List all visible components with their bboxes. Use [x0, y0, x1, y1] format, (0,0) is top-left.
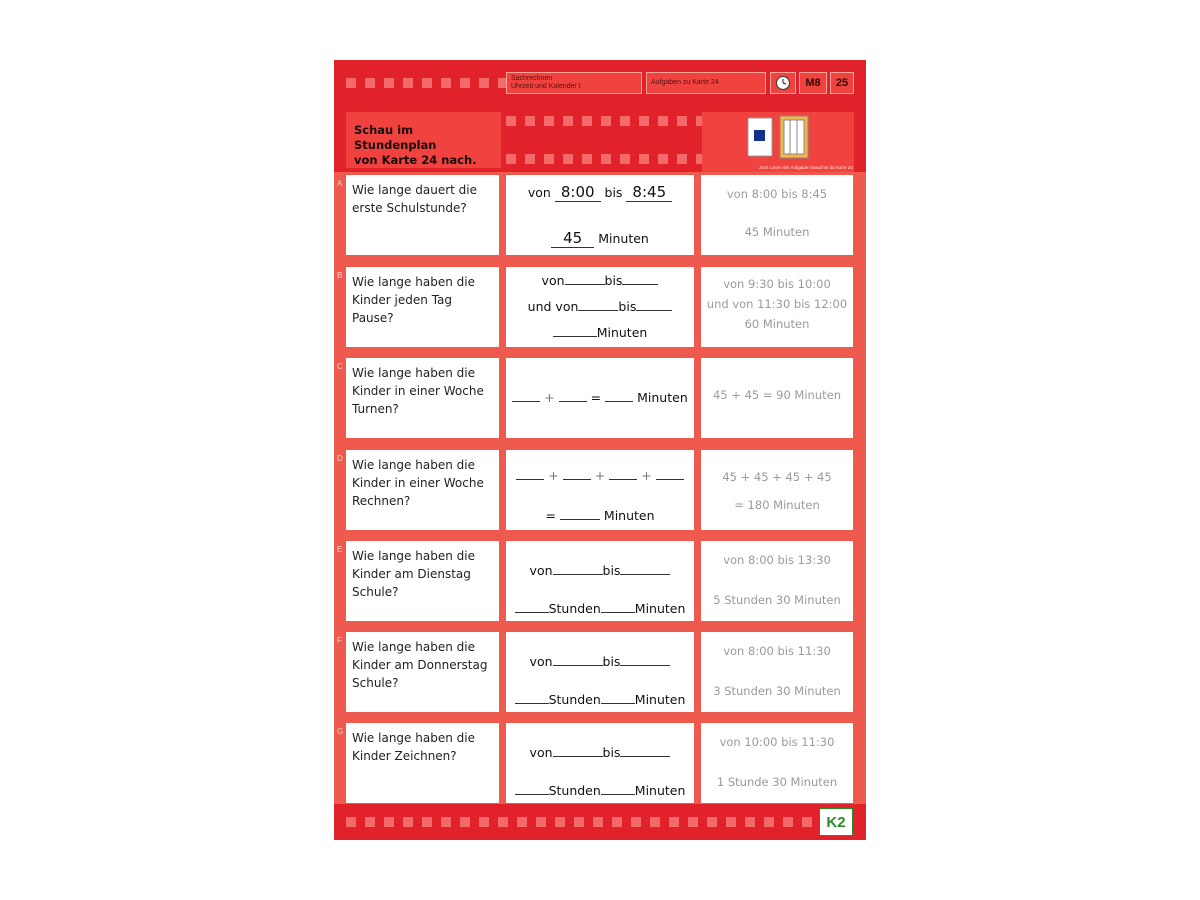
von-word: von — [529, 745, 553, 760]
solution-line: von 8:00 bis 11:30 — [723, 644, 831, 658]
solution-cell — [701, 723, 853, 803]
task-row — [334, 723, 866, 803]
row-label: G — [337, 727, 344, 736]
solution-line: von 8:00 bis 13:30 — [723, 553, 831, 567]
task-row — [334, 450, 866, 530]
question-text: Wie lange dauert die erste Schulstunde? — [346, 175, 499, 255]
stunden-word: Stunden — [548, 601, 601, 616]
solution-line: von 10:00 bis 11:30 — [719, 735, 835, 749]
question-text: Wie lange haben die Kinder am Donnerstag Schule? — [346, 632, 499, 712]
plus-sign: + — [548, 468, 559, 483]
solution-line: 45 + 45 + 45 + 45 — [722, 470, 832, 484]
minuten-word: Minuten — [634, 783, 686, 798]
row-label: B — [337, 271, 343, 280]
stunden-word: Stunden — [548, 692, 601, 707]
card-number-badge — [830, 72, 854, 94]
solution-cell — [701, 267, 853, 347]
answer-cell[interactable] — [506, 267, 694, 347]
bis-word: bis — [618, 299, 637, 314]
example-from-time: 8:00 — [555, 183, 601, 202]
minuten-word: Minuten — [634, 601, 686, 616]
answer-cell[interactable] — [506, 541, 694, 621]
decorative-dots — [506, 154, 706, 164]
bis-word: bis — [602, 563, 621, 578]
bis-word: bis — [604, 185, 623, 200]
stunden-word: Stunden — [548, 783, 601, 798]
row-label: F — [337, 636, 342, 645]
minuten-word: Minuten — [637, 390, 688, 405]
decorative-dots — [346, 817, 850, 827]
task-row — [334, 175, 866, 255]
solution-line: 3 Stunden 30 Minuten — [713, 684, 841, 698]
answer-cell[interactable] — [506, 723, 694, 803]
instruction-line-2: von Karte 24 nach. — [354, 153, 477, 167]
solution-line: 60 Minuten — [744, 317, 810, 331]
answer-cell[interactable] — [506, 175, 694, 255]
material-cards-icon — [702, 112, 854, 168]
equals-sign: = — [545, 508, 556, 523]
task-row — [334, 358, 866, 438]
minuten-word: Minuten — [596, 325, 648, 340]
header-band — [334, 60, 866, 172]
subject-line-1: Sachrechnen — [511, 75, 553, 82]
question-text: Wie lange haben die Kinder Zeichnen? — [346, 723, 499, 803]
material-note: Zum Lösen der Aufgaben brauchst du Karte 24. — [759, 165, 854, 170]
level-badge — [799, 72, 827, 94]
solution-line: 1 Stunde 30 Minuten — [716, 775, 838, 789]
k2-logo — [819, 808, 853, 836]
question-text: Wie lange haben die Kinder in einer Woche Turnen? — [346, 358, 499, 438]
subject-line-2: Uhrzeit und Kalender I — [511, 83, 581, 90]
minuten-word: Minuten — [603, 508, 655, 523]
example-minutes: 45 — [551, 229, 594, 248]
plus-sign: + — [594, 468, 606, 483]
minuten-word: Minuten — [634, 692, 686, 707]
solution-line: = 180 Minuten — [734, 498, 820, 512]
solution-cell — [701, 175, 853, 255]
worksheet-card — [334, 60, 866, 840]
bis-word: bis — [602, 654, 621, 669]
question-text: Wie lange haben die Kinder jeden Tag Pause? — [346, 267, 499, 347]
subject-box — [506, 72, 642, 94]
von-word: von — [529, 563, 553, 578]
svg-text:K2: K2 — [826, 814, 846, 831]
task-ref-box — [646, 72, 766, 94]
question-text: Wie lange haben die Kinder am Dienstag Schule? — [346, 541, 499, 621]
solution-cell — [701, 358, 853, 438]
solution-line: 45 + 45 = 90 Minuten — [712, 388, 842, 402]
level-code: M8 — [805, 77, 821, 89]
footer-band — [334, 804, 866, 840]
row-label: A — [337, 179, 343, 188]
card-number: 25 — [835, 77, 849, 89]
equals-sign: = — [590, 390, 602, 405]
task-row — [334, 632, 866, 712]
solution-cell — [701, 450, 853, 530]
task-row — [334, 267, 866, 347]
answer-cell[interactable] — [506, 450, 694, 530]
solution-cell — [701, 632, 853, 712]
material-box — [702, 112, 854, 172]
decorative-dots — [506, 116, 706, 126]
von-word: von — [529, 654, 553, 669]
solution-line: von 8:00 bis 8:45 — [726, 187, 828, 201]
minuten-word: Minuten — [598, 231, 649, 246]
row-label: E — [337, 545, 343, 554]
answer-cell[interactable] — [506, 632, 694, 712]
von-word: von — [541, 273, 565, 288]
clock-icon — [770, 72, 796, 94]
row-label: D — [337, 454, 343, 463]
question-text: Wie lange haben die Kinder in einer Woche Rechnen? — [346, 450, 499, 530]
task-row — [334, 541, 866, 621]
und-von-word: und von — [527, 299, 579, 314]
instruction-box — [346, 112, 501, 168]
answer-cell[interactable] — [506, 358, 694, 438]
plus-sign: + — [641, 468, 652, 483]
solution-line: 5 Stunden 30 Minuten — [713, 593, 841, 607]
solution-cell — [701, 541, 853, 621]
bis-word: bis — [604, 273, 623, 288]
bis-word: bis — [602, 745, 621, 760]
row-label: C — [337, 362, 343, 371]
example-to-time: 8:45 — [626, 183, 672, 202]
solution-line: und von 11:30 bis 12:00 — [706, 297, 848, 311]
instruction-line-1: Schau im Stundenplan — [354, 123, 437, 152]
solution-line: von 9:30 bis 10:00 — [723, 277, 831, 291]
task-ref: Aufgaben zu Karte 24 — [651, 79, 719, 86]
decorative-dots — [346, 78, 508, 88]
plus-sign: + — [544, 390, 555, 405]
solution-line: 45 Minuten — [744, 225, 810, 239]
von-word: von — [527, 185, 551, 200]
